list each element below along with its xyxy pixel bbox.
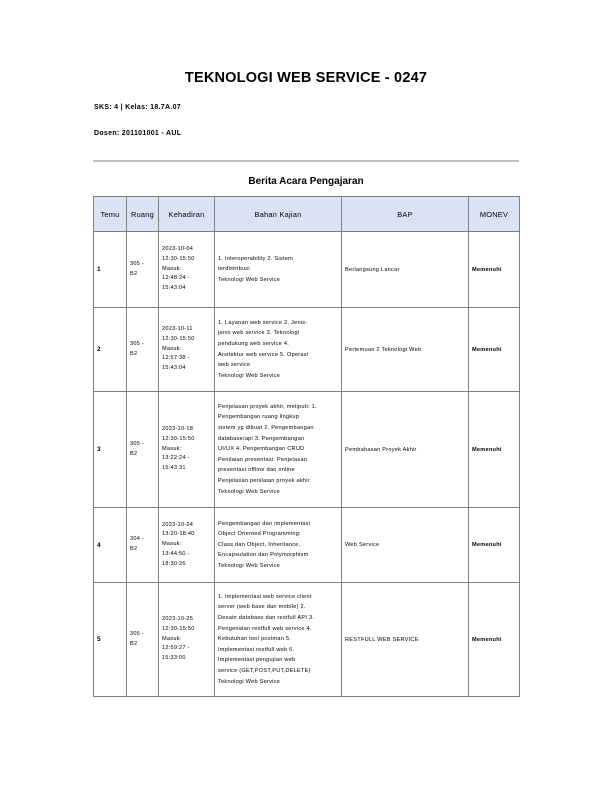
cell-kehadiran-line: 12:57:38 - xyxy=(162,355,190,362)
cell-bahan-kajian-line: 1. Implementasi web service client xyxy=(218,593,312,600)
cell-bap: Pembahasan Proyek Akhir xyxy=(342,392,469,508)
cell-bahan-kajian-line: jenis web service 3. Teknologi xyxy=(218,330,300,337)
cell-bap: Web Service xyxy=(342,508,469,583)
cell-bahan-kajian-line: 1. Layanan web service 2. Jenis- xyxy=(218,319,308,326)
cell-ruang-line: 305 - xyxy=(130,260,144,267)
cell-bahan-kajian-line: Kebutuhan tool postman 5. xyxy=(218,636,292,643)
cell-bahan-kajian-line: web service xyxy=(218,362,251,369)
cell-bahan-kajian-line: Pengembangan ruang lingkup xyxy=(218,414,300,421)
table-row xyxy=(94,308,520,392)
cell-kehadiran-line: 15:43:31 xyxy=(162,465,186,472)
cell-kehadiran-line: 12:30-15:50 xyxy=(162,335,195,342)
cell-monev: Memenuhi xyxy=(469,308,520,392)
sks-kelas-info: SKS: 4 | Kelas: 18.7A.07 xyxy=(94,104,181,111)
cell-bahan-kajian-line: UI/UX 4. Pengembangan CRUD xyxy=(218,446,305,453)
cell-kehadiran-line: 15:43:04 xyxy=(162,285,186,292)
col-header-temu: Temu xyxy=(94,197,127,232)
cell-monev: Memenuhi xyxy=(469,232,520,308)
cell-kehadiran-line: Masuk: xyxy=(162,445,182,452)
cell-temu: 5 xyxy=(94,583,127,697)
cell-bahan-kajian-line: 1. Interoperability 2. Sistem xyxy=(218,255,294,262)
cell-bahan-kajian-line: terdistribusi xyxy=(218,266,250,273)
cell-temu: 3 xyxy=(94,392,127,508)
table-row xyxy=(94,583,520,697)
cell-kehadiran-line: 2023-10-24 xyxy=(162,521,194,528)
cell-kehadiran-line: 12:48:24 - xyxy=(162,275,190,282)
col-header-bahan-kajian: Bahan Kajian xyxy=(215,197,342,232)
cell-kehadiran-line: 13:22:24 - xyxy=(162,455,190,462)
cell-bahan-kajian-line: Teknologi Web Service xyxy=(218,372,281,379)
cell-bahan-kajian-line: Implementasi restfull web 6. xyxy=(218,646,295,653)
cell-kehadiran xyxy=(159,308,215,392)
cell-bahan-kajian-line: Pengenalan restfull web service 4. xyxy=(218,625,312,632)
col-header-bap: BAP xyxy=(342,197,469,232)
col-header-monev: MONEV xyxy=(469,197,520,232)
cell-ruang xyxy=(127,232,159,308)
cell-bahan-kajian-line: database/api 3. Pengembangan xyxy=(218,435,305,442)
cell-bahan-kajian-line: Object Oriented Programming: xyxy=(218,531,301,538)
cell-bahan-kajian-line: presentasi offline dan online xyxy=(218,467,295,474)
cell-kehadiran-line: 12:30-15:50 xyxy=(162,435,195,442)
cell-bahan-kajian xyxy=(215,308,342,392)
cell-kehadiran-line: 12:59:27 - xyxy=(162,645,190,652)
cell-bahan-kajian-line: Teknologi Web Service xyxy=(218,276,281,283)
cell-kehadiran-line: 2023-10-18 xyxy=(162,426,194,432)
cell-kehadiran-line: 12:30-15:50 xyxy=(162,625,195,632)
cell-kehadiran-line: 2023-10-11 xyxy=(162,326,193,332)
table-body xyxy=(94,232,520,697)
cell-kehadiran-line: 12:30-15:50 xyxy=(162,255,195,262)
bap-table xyxy=(93,196,520,697)
cell-kehadiran-line: Masuk: xyxy=(162,541,182,548)
cell-bap: Berlangsung Lancar xyxy=(342,232,469,308)
table-header-row xyxy=(94,197,520,232)
cell-ruang xyxy=(127,308,159,392)
cell-ruang-line: 305 - xyxy=(130,440,144,447)
cell-monev: Memenuhi xyxy=(469,508,520,583)
cell-bahan-kajian-line: Penilaian presentasi: Penjelasan xyxy=(218,456,308,463)
cell-kehadiran-line: 15:33:00 xyxy=(162,655,186,662)
cell-bahan-kajian-line: Penjelasan penilaian proyek akhir xyxy=(218,477,310,484)
cell-kehadiran xyxy=(159,583,215,697)
cell-monev: Memenuhi xyxy=(469,583,520,697)
cell-bahan-kajian xyxy=(215,392,342,508)
cell-kehadiran xyxy=(159,508,215,583)
table-row xyxy=(94,508,520,583)
cell-kehadiran-line: Masuk: xyxy=(162,635,182,642)
cell-bahan-kajian-line: sistem yg dibuat 2. Pengembangan xyxy=(218,425,314,432)
cell-bahan-kajian xyxy=(215,232,342,308)
cell-ruang xyxy=(127,392,159,508)
cell-bahan-kajian-line: Desain database dan restfull API 3. xyxy=(218,615,315,622)
cell-ruang-line: B2 xyxy=(130,350,138,357)
cell-kehadiran-line: Masuk: xyxy=(162,345,182,352)
cell-bahan-kajian-line: Encapsulation dan Polymorphism xyxy=(218,552,309,559)
cell-kehadiran-line: 13:44:50 - xyxy=(162,550,190,557)
cell-ruang xyxy=(127,583,159,697)
cell-bahan-kajian-line: Implementasi pengujian web xyxy=(218,657,296,664)
cell-bahan-kajian-line: Pengembangan dan implementasi xyxy=(218,520,311,527)
cell-kehadiran-line: 2023-10-04 xyxy=(162,246,194,252)
table-row xyxy=(94,232,520,308)
cell-kehadiran-line: Masuk: xyxy=(162,265,182,272)
cell-bahan-kajian-line: service (GET,POST,PUT,DELETE) xyxy=(218,667,311,674)
cell-ruang-line: 305 - xyxy=(130,630,144,637)
cell-bahan-kajian-line: Teknologi Web Service xyxy=(218,678,281,685)
cell-kehadiran-line: 18:30:26 xyxy=(162,560,186,567)
cell-bahan-kajian-line: Arsitektur web service 5. Operasi xyxy=(218,351,309,358)
dosen-info: Dosen: 201101001 - AUL xyxy=(94,130,182,137)
cell-ruang-line: 304 - xyxy=(130,536,144,543)
cell-kehadiran-line: 13:20-18:40 xyxy=(162,531,195,538)
cell-ruang-line: B2 xyxy=(130,640,138,647)
cell-kehadiran xyxy=(159,232,215,308)
cell-temu: 4 xyxy=(94,508,127,583)
cell-temu: 1 xyxy=(94,232,127,308)
section-title: Berita Acara Pengajaran xyxy=(248,176,364,187)
cell-bahan-kajian-line: Class dan Object, Inheritance, xyxy=(218,541,301,548)
cell-bahan-kajian xyxy=(215,508,342,583)
col-header-ruang: Ruang xyxy=(127,197,159,232)
cell-bap: RESTFULL WEB SERVICE xyxy=(342,583,469,697)
cell-ruang-line: B2 xyxy=(130,270,138,277)
table-row xyxy=(94,392,520,508)
cell-bahan-kajian-line: Teknologi Web Service xyxy=(218,562,281,569)
cell-kehadiran-line: 15:43:04 xyxy=(162,365,186,372)
cell-bap: Pertemuan 2 Teknologi Web xyxy=(342,308,469,392)
page-title: TEKNOLOGI WEB SERVICE - 0247 xyxy=(184,70,428,86)
col-header-kehadiran: Kehadiran xyxy=(159,197,215,232)
cell-bahan-kajian-line: Teknologi Web Service xyxy=(218,488,281,495)
cell-monev: Memenuhi xyxy=(469,392,520,508)
cell-temu: 2 xyxy=(94,308,127,392)
cell-bahan-kajian xyxy=(215,583,342,697)
cell-kehadiran xyxy=(159,392,215,508)
cell-ruang xyxy=(127,508,159,583)
divider xyxy=(93,160,519,162)
cell-ruang-line: B2 xyxy=(130,450,138,457)
cell-ruang-line: 305 - xyxy=(130,340,144,347)
cell-bahan-kajian-line: pendukung web service 4. xyxy=(218,340,289,347)
cell-bahan-kajian-line: Penjelasan proyek akhir, meliputi: 1. xyxy=(218,403,317,410)
cell-bahan-kajian-line: server (web base dan mobile) 2. xyxy=(218,604,306,611)
cell-kehadiran-line: 2023-10-25 xyxy=(162,616,194,622)
cell-ruang-line: B2 xyxy=(130,546,138,552)
